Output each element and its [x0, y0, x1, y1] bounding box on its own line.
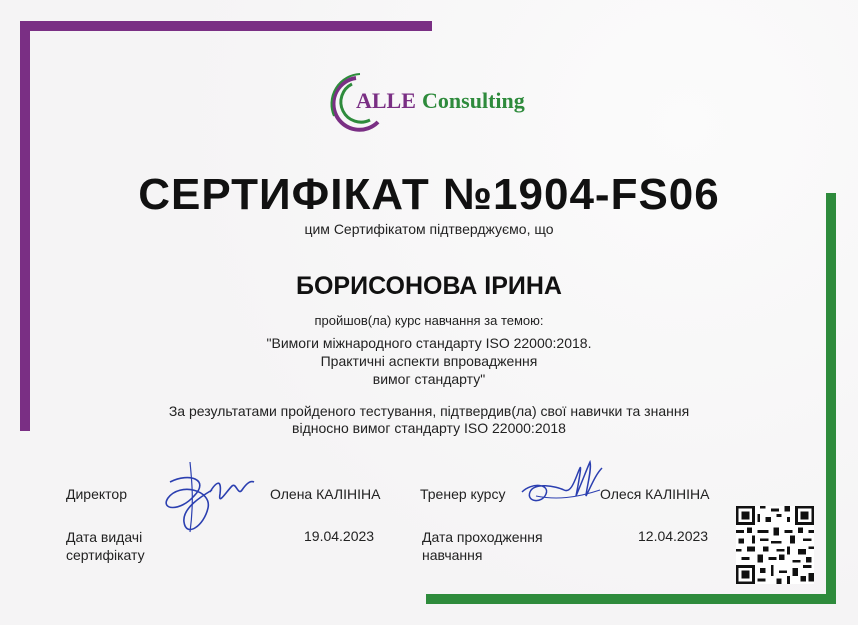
course-line-2: Практичні аспекти впровадження: [320, 353, 538, 369]
issue-date-label-line-2: сертифікату: [66, 547, 145, 563]
trainer-label: Тренер курсу: [420, 486, 506, 502]
training-date-label-line-1: Дата проходження: [422, 529, 543, 545]
logo-brand-consulting: Consulting: [422, 88, 525, 113]
result-line-2: відносно вимог стандарту ISO 22000:2018: [292, 420, 566, 436]
passed-course-text: пройшов(ла) курс навчання за темою:: [314, 313, 544, 328]
course-title: [0, 334, 858, 388]
certificate-title: СЕРТИФІКАТ №1904-FS06: [138, 170, 720, 219]
director-signature: [150, 452, 260, 542]
training-date-label: [422, 528, 543, 564]
issue-date-label-line-1: Дата видачі: [66, 529, 143, 545]
director-label: Директор: [66, 486, 127, 502]
trainer-name: Олеся КАЛІНІНА: [600, 486, 710, 502]
result-text: [0, 403, 858, 437]
director-name: Олена КАЛІНІНА: [270, 486, 381, 502]
certificate-subtitle: цим Сертифікатом підтверджуємо, що: [304, 221, 554, 237]
course-line-1: "Вимоги міжнародного стандарту ISO 22000:2018.: [266, 335, 592, 351]
frame-green-bottom: [426, 594, 836, 604]
trainer-signature: [516, 456, 608, 512]
logo-text: [356, 88, 525, 114]
qr-code-icon: [736, 506, 814, 584]
frame-green-right: [826, 193, 836, 604]
issue-date-value: 19.04.2023: [304, 528, 375, 544]
training-date-label-line-2: навчання: [422, 547, 483, 563]
logo-brand-alle: ALLE: [356, 88, 416, 113]
training-date-value: 12.04.2023: [638, 528, 709, 544]
result-line-1: За результатами пройденого тестування, підтвердив(ла) свої навички та знання: [168, 403, 690, 419]
issue-date-label: [66, 528, 145, 564]
course-line-3: вимог стандарту": [372, 371, 486, 387]
holder-name: БОРИСОНОВА ІРИНА: [296, 272, 562, 300]
frame-purple-top: [20, 21, 432, 31]
